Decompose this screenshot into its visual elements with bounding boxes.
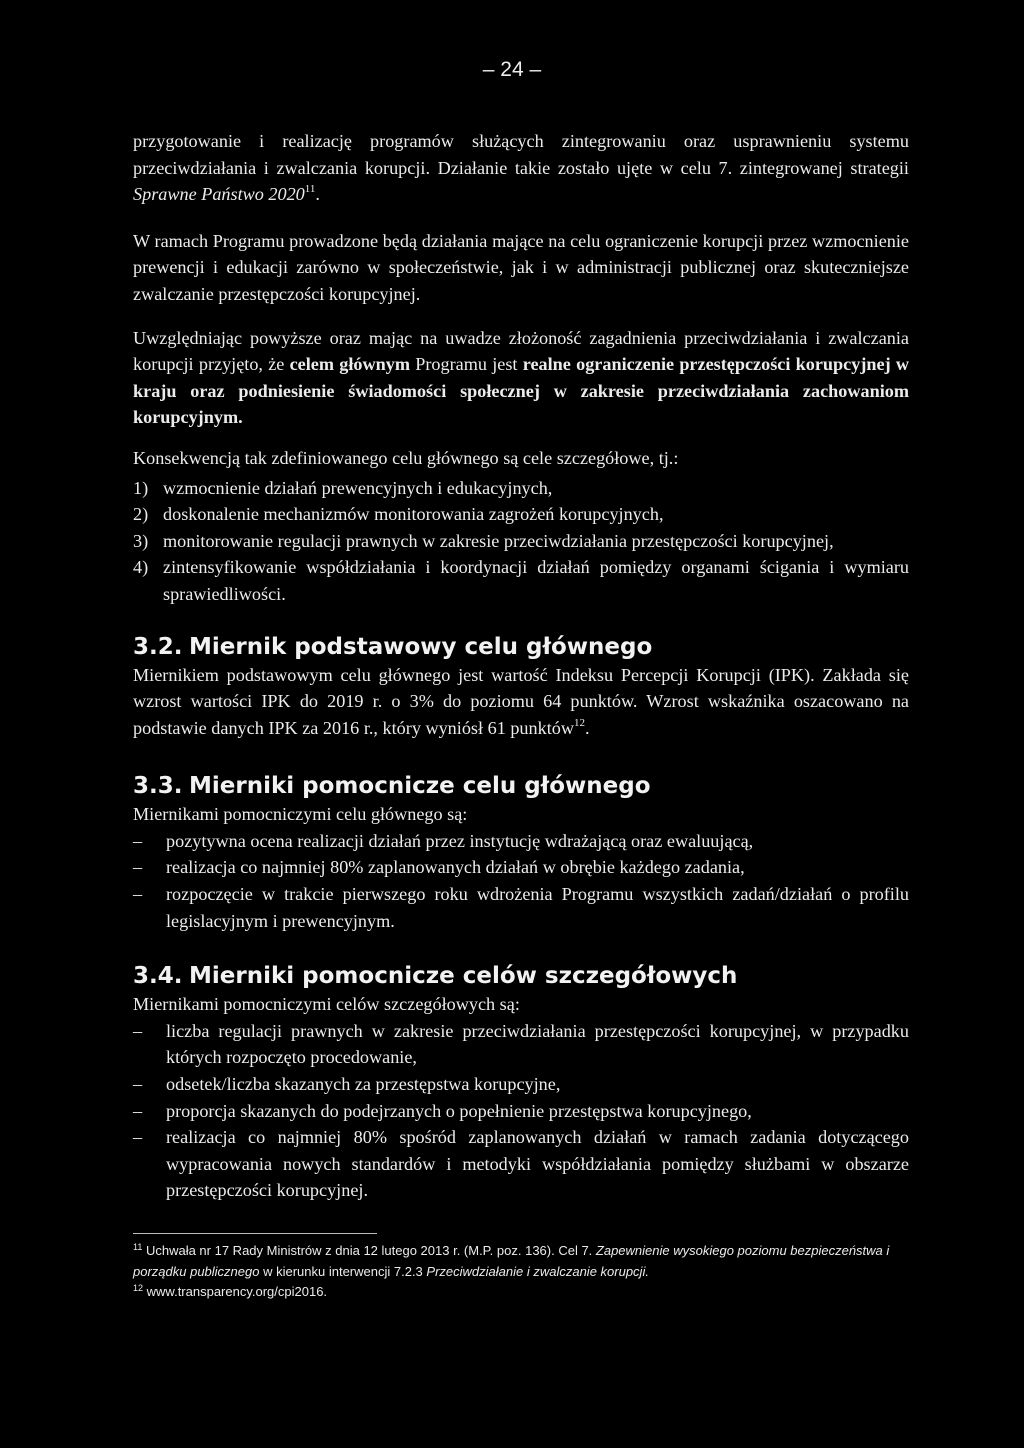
list-item-number: 4) <box>133 557 149 578</box>
section-number: 3.2. <box>133 633 183 660</box>
list-item-number: 1) <box>133 477 149 498</box>
list-item <box>133 554 909 607</box>
intro-paragraph <box>133 128 909 211</box>
dash-bullet: – <box>133 830 143 851</box>
dash-bullet: – <box>133 884 143 905</box>
intro-text: przygotowanie i realizację programów służących zintegrowaniu oraz usprawnieniu systemu przeciwdziałania i zwalczania korupcji. Działanie takie zostało ujęte w celu 7. zintegrowanej strategii <box>133 131 909 178</box>
section-3-2-end: . <box>585 717 590 738</box>
strategy-title: Sprawne Państwo 2020 <box>133 184 305 205</box>
section-number: 3.3. <box>133 773 183 800</box>
program-paragraph: W ramach Programu prowadzone będą działania mające na celu ograniczenie korupcji przez wzmocnienie prewencji i edukacji zarówno w społeczeństwie, jak i w administracji publicznej oraz skuteczniejsze zwalczanie przestępczości korupcyjnej. <box>133 230 909 304</box>
list-item-text: zintensyfikowanie współdziałania i koordynacji działań pomiędzy organami ścigania i wymiaru sprawiedliwości. <box>163 557 909 604</box>
list-item-text: monitorowanie regulacji prawnych w zakresie przeciwdziałania przestępczości korupcyjnej, <box>163 530 834 551</box>
footnote-11 <box>133 1241 909 1282</box>
main-content <box>133 128 909 1204</box>
main-goal-paragraph <box>133 325 909 431</box>
list-item-text: pozytywna ocena realizacji działań przez instytucję wdrażającą oraz ewaluującą, <box>166 830 754 851</box>
page-number: – 24 – <box>482 58 542 81</box>
dash-bullet: – <box>133 1074 143 1095</box>
section-3-2-body: Miernikiem podstawowym celu głównego jest wartość Indeksu Percepcji Korupcji (IPK). Zakłada się wzrost wartości IPK do 2019 r. o 3% do poziomu 64 punktów. Wzrost wskaźnika oszacowano na podstawie danych IPK za 2016 r., który wyniósł 61 punktów <box>133 664 909 738</box>
dash-bullet: – <box>133 857 143 878</box>
dash-bullet: – <box>133 1100 143 1121</box>
section-3-3-intro: Miernikami pomocniczymi celu głównego są: <box>133 804 468 825</box>
footnote-separator <box>133 1233 377 1234</box>
specific-goals-list <box>133 475 909 608</box>
section-3-2-text <box>133 662 909 745</box>
section-title: Mierniki pomocnicze celu głównego <box>189 773 651 800</box>
list-item-text: liczba regulacji prawnych w zakresie przeciwdziałania przestępczości korupcyjnej, w przypadku których rozpoczęto procedowanie, <box>166 1020 909 1068</box>
section-heading-3-3 <box>133 771 909 801</box>
list-item-text: wzmocnienie działań prewencyjnych i edukacyjnych, <box>163 477 553 498</box>
section-number: 3.4. <box>133 963 183 990</box>
section-3-4-intro: Miernikami pomocniczymi celów szczegółowych są: <box>133 994 520 1015</box>
footnotes <box>133 1241 909 1303</box>
intro-end: . <box>315 184 320 205</box>
list-item-text: rozpoczęcie w trakcie pierwszego roku wdrożenia Programu wszystkich zadań/działań o profilu legislacyjnym i prewencyjnym. <box>166 884 909 931</box>
list-item-text: odsetek/liczba skazanych za przestępstwa korupcyjne, <box>166 1074 561 1095</box>
list-item <box>133 1071 909 1098</box>
section-title: Miernik podstawowy celu głównego <box>189 633 653 660</box>
footnote-11-text-b: Zapewnienie wysokiego poziomu bezpieczeństwa i porządku publicznego <box>133 1243 890 1279</box>
section-3-4-list <box>133 1018 909 1204</box>
list-item <box>133 1018 909 1071</box>
list-item-text: doskonalenie mechanizmów monitorowania zagrożeń korupcyjnych, <box>163 504 664 525</box>
list-item <box>133 1124 909 1204</box>
footnote-ref-11[interactable]: 11 <box>304 183 316 196</box>
footnote-12 <box>133 1282 909 1303</box>
main-goal-mid: Programu jest <box>410 354 523 375</box>
main-goal-label: celem głównym <box>289 354 411 375</box>
footnote-number: 11 <box>133 1242 143 1252</box>
section-heading-3-2 <box>133 632 909 662</box>
footnote-11-text-c: w kierunku interwencji 7.2.3 <box>259 1264 427 1279</box>
list-item-text: proporcja skazanych do podejrzanych o popełnienie przestępstwa korupcyjnego, <box>166 1100 752 1121</box>
dash-bullet: – <box>133 1127 143 1148</box>
section-heading-3-4 <box>133 961 909 991</box>
footnote-11-text-d: Przeciwdziałanie i zwalczanie korupcji. <box>426 1264 649 1279</box>
section-title: Mierniki pomocnicze celów szczegółowych <box>189 963 738 990</box>
specific-goals-intro: Konsekwencją tak zdefiniowanego celu głównego są cele szczegółowe, tj.: <box>133 447 679 468</box>
list-item-text: realizacja co najmniej 80% spośród zaplanowanych działań w ramach zadania dotyczącego wypracowania nowych standardów i metodyki współdziałania pomiędzy służbami w obszarze przestępczości korupcyjnej. <box>166 1127 909 1201</box>
list-item <box>133 528 909 555</box>
list-item <box>133 881 909 934</box>
main-goal-statement: realne ograniczenie przestępczości korupcyjnej w kraju oraz podniesienie świadomości społecznej w zakresie przeciwdziałania zachowaniom korupcyjnym. <box>133 354 910 428</box>
list-item <box>133 475 909 502</box>
dash-bullet: – <box>133 1020 143 1041</box>
list-item <box>133 1098 909 1125</box>
main-goal-lead: Uwzględniając powyższe oraz mając na uwadze złożoność zagadnienia przeciwdziałania i zwalczania korupcji przyjęto, że <box>133 327 909 375</box>
list-item <box>133 828 909 855</box>
list-item <box>133 854 909 881</box>
footnote-11-text-a: Uchwała nr 17 Rady Ministrów z dnia 12 lutego 2013 r. (M.P. poz. 136). Cel 7. <box>145 1243 596 1258</box>
section-3-3-list <box>133 828 909 934</box>
list-item-text: realizacja co najmniej 80% zaplanowanych działań w obrębie każdego zadania, <box>166 857 745 878</box>
footnote-12-link[interactable]: www.transparency.org/cpi2016. <box>146 1284 328 1299</box>
list-item <box>133 501 909 528</box>
list-item-number: 2) <box>133 504 149 525</box>
footnote-number: 12 <box>133 1283 144 1293</box>
list-item-number: 3) <box>133 530 149 551</box>
footnote-ref-12[interactable]: 12 <box>574 716 585 729</box>
